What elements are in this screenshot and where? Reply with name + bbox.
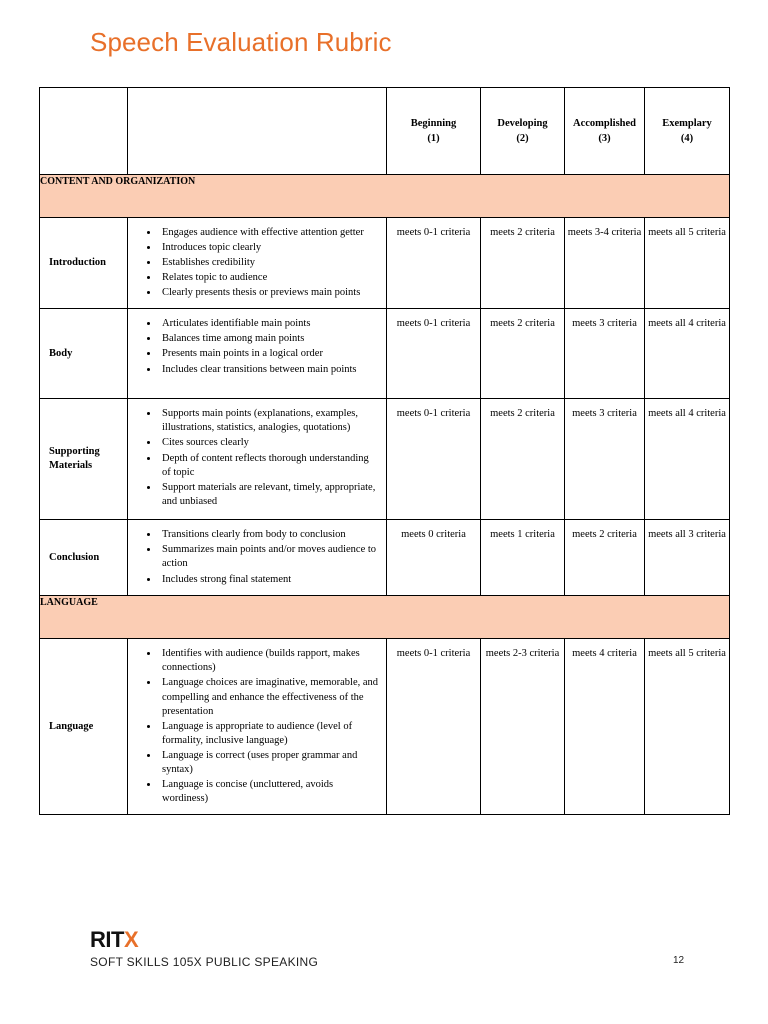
- criterion-bullets: [128, 309, 387, 399]
- criterion-bullet: • Includes strong final statement: [159, 573, 380, 587]
- rubric-table: [39, 87, 730, 815]
- level-score: (1): [427, 133, 440, 144]
- page-number: 12: [673, 955, 685, 966]
- score-cell: meets all 5 criteria: [645, 639, 730, 815]
- level-header-beginning: [387, 88, 481, 175]
- criterion-bullet: • Language choices are imaginative, memorable, and compelling and enhance the effectiveness of the presentation: [159, 676, 380, 718]
- section-header-language: [40, 596, 730, 639]
- section-header-content-organization: [40, 175, 730, 218]
- level-header-accomplished: [565, 88, 645, 175]
- score-cell: meets 3 criteria: [565, 309, 645, 399]
- criterion-bullet: • Identifies with audience (builds rapport, makes connections): [159, 647, 380, 675]
- section-heading: LANGUAGE: [40, 596, 730, 639]
- rubric-row-introduction: [40, 218, 730, 309]
- criterion-bullets: [128, 639, 387, 815]
- criterion-bullets: [128, 520, 387, 596]
- criterion-bullet: • Presents main points in a logical order: [159, 347, 380, 361]
- score-cell: meets all 4 criteria: [645, 309, 730, 399]
- page-title: Speech Evaluation Rubric: [90, 27, 392, 57]
- rubric-row-conclusion: [40, 520, 730, 596]
- score-cell: meets 2 criteria: [481, 218, 565, 309]
- score-cell: meets 4 criteria: [565, 639, 645, 815]
- criterion-name: Introduction: [40, 218, 128, 309]
- logo-accent: X: [123, 927, 139, 952]
- level-score: (3): [598, 133, 611, 144]
- score-cell: meets 3-4 criteria: [565, 218, 645, 309]
- score-cell: meets all 4 criteria: [645, 399, 730, 520]
- criterion-bullet: • Language is correct (uses proper grammar and syntax): [159, 749, 380, 777]
- criterion-bullet: • Balances time among main points: [159, 332, 380, 346]
- criterion-bullet: • Introduces topic clearly: [159, 241, 380, 255]
- score-cell: meets 2 criteria: [481, 399, 565, 520]
- criterion-bullet: • Language is appropriate to audience (level of formality, inclusive language): [159, 720, 380, 748]
- criterion-bullets: [128, 399, 387, 520]
- criterion-bullet: • Depth of content reflects thorough understanding of topic: [159, 452, 380, 480]
- criterion-bullet: • Supports main points (explanations, examples, illustrations, statistics, analogies, quotations): [159, 407, 380, 435]
- rubric-row-language: [40, 639, 730, 815]
- criterion-bullet: • Includes clear transitions between main points: [159, 363, 380, 377]
- section-heading: CONTENT AND ORGANIZATION: [40, 175, 730, 218]
- criterion-bullet: • Clearly presents thesis or previews main points: [159, 286, 380, 300]
- level-name: Accomplished: [573, 117, 636, 129]
- criterion-bullet: • Engages audience with effective attention getter: [159, 226, 380, 240]
- score-cell: meets all 3 criteria: [645, 520, 730, 596]
- score-cell: meets 1 criteria: [481, 520, 565, 596]
- criterion-name: Supporting Materials: [40, 399, 128, 520]
- header-row: [40, 88, 730, 175]
- rubric-row-body: [40, 309, 730, 399]
- criterion-bullet: • Summarizes main points and/or moves audience to action: [159, 543, 380, 571]
- criterion-name: Conclusion: [40, 520, 128, 596]
- criterion-bullet: • Transitions clearly from body to conclusion: [159, 528, 380, 542]
- criterion-bullets: [128, 218, 387, 309]
- level-header-exemplary: [645, 88, 730, 175]
- level-header-developing: [481, 88, 565, 175]
- score-cell: meets 2 criteria: [481, 309, 565, 399]
- level-score: (2): [516, 133, 529, 144]
- header-empty-cell: [40, 88, 128, 175]
- score-cell: meets 0-1 criteria: [387, 399, 481, 520]
- criterion-name: Body: [40, 309, 128, 399]
- level-name: Exemplary: [662, 117, 712, 129]
- criterion-name: Language: [40, 639, 128, 815]
- logo-text: RIT: [90, 927, 124, 952]
- level-name: Developing: [497, 117, 548, 129]
- score-cell: meets 0-1 criteria: [387, 218, 481, 309]
- header-empty-cell: [128, 88, 387, 175]
- criterion-bullet: • Support materials are relevant, timely, appropriate, and unbiased: [159, 481, 380, 509]
- criterion-bullet: • Establishes credibility: [159, 256, 380, 270]
- ritx-logo: [90, 927, 138, 953]
- criterion-bullet: • Articulates identifiable main points: [159, 317, 380, 331]
- score-cell: meets 0 criteria: [387, 520, 481, 596]
- score-cell: meets 0-1 criteria: [387, 309, 481, 399]
- score-cell: meets 0-1 criteria: [387, 639, 481, 815]
- score-cell: meets 3 criteria: [565, 399, 645, 520]
- score-cell: meets all 5 criteria: [645, 218, 730, 309]
- course-title: SOFT SKILLS 105X PUBLIC SPEAKING: [90, 955, 319, 969]
- score-cell: meets 2 criteria: [565, 520, 645, 596]
- rubric-row-supporting-materials: [40, 399, 730, 520]
- score-cell: meets 2-3 criteria: [481, 639, 565, 815]
- criterion-bullet: • Relates topic to audience: [159, 271, 380, 285]
- level-name: Beginning: [410, 117, 457, 129]
- level-score: (4): [680, 133, 694, 144]
- criterion-bullet: • Cites sources clearly: [159, 436, 380, 450]
- criterion-bullet: • Language is concise (uncluttered, avoids wordiness): [159, 778, 380, 806]
